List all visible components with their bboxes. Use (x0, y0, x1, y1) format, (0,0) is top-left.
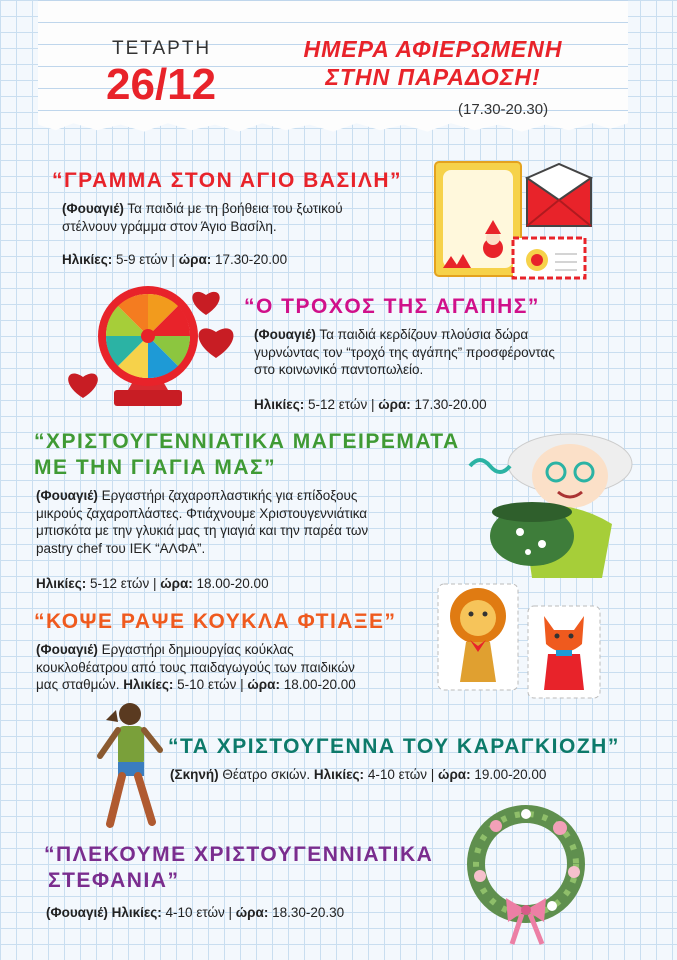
event-day: ΤΕΤΑΡΤΗ (112, 38, 212, 59)
venue: (Σκηνή) (170, 767, 219, 782)
heart-icon (196, 322, 236, 360)
desc-text: pastry chef του ΙΕΚ “ΑΛΦΑ”. (36, 540, 206, 556)
event-date: 26/12 (106, 60, 217, 109)
event-title-karagiozis: “ΤΑ ΧΡΙΣΤΟΥΓΕΝΝΑ ΤΟΥ ΚΑΡΑΓΚΙΟΖΗ” (168, 735, 620, 758)
time-label: ώρα: (160, 576, 193, 591)
venue: (Φουαγιέ) (46, 905, 108, 920)
ages-value: 5-12 ετών | (86, 576, 161, 591)
ages-label: Ηλικίες: (36, 576, 87, 591)
event-title-letter-to-santa: “ΓΡΑΜΜΑ ΣΤΟΝ ΑΓΙΟ ΒΑΣΙΛΗ” (52, 169, 403, 192)
tagline-line-1: ΗΜΕΡΑ ΑΦΙΕΡΩΜΕΝΗ (303, 36, 563, 62)
time-label: ώρα: (178, 252, 212, 267)
grandma-cooking-icon (462, 428, 642, 588)
venue: (Φουαγιέ) (36, 488, 98, 503)
desc-text: στέλνουν γράμμα στον Άγιο Βασίλη. (62, 218, 277, 234)
title-line: ΜΕ ΤΗΝ ΓΙΑΓΙΑ ΜΑΣ” (34, 456, 277, 480)
ages-label: Ηλικίες: (254, 397, 305, 412)
desc-text: μικρούς ζαχαροπλάστες. Φτιάχνουμε Χριστουγεννιάτικα (36, 505, 368, 521)
ages-label: Ηλικίες: (107, 905, 162, 920)
ages-value: 5-12 ετών | (304, 397, 379, 412)
event-meta-letter-to-santa (62, 252, 287, 267)
event-desc-wheel-of-love (254, 326, 664, 379)
event-title-puppet-making: “ΚΟΨΕ ΡΑΨΕ ΚΟΥΚΛΑ ΦΤΙΑΞΕ” (34, 610, 397, 633)
desc-text: μπισκότα με την γλυκιά μας τη γιαγιά και την παρέα των (36, 523, 369, 539)
venue: (Φουαγιέ) (62, 201, 124, 216)
postcard-icon (511, 236, 587, 280)
event-meta-christmas-wreaths (46, 905, 344, 920)
time-label: ώρα: (378, 397, 411, 412)
fox-puppet-icon (526, 604, 602, 700)
event-title-wheel-of-love: “Ο ΤΡΟΧΟΣ ΤΗΣ ΑΓΑΠΗΣ” (244, 295, 540, 318)
title-line: “ΧΡΙΣΤΟΥΓΕΝΝΙΑΤΙΚΑ ΜΑΓΕΙΡΕΜΑΤΑ (34, 430, 460, 453)
time-value: 17.30-20.00 (410, 397, 487, 412)
ages-value: 4-10 ετών | (364, 767, 439, 782)
desc-text: γυρνώντας τον “τροχό της αγάπης” προσφέροντας (254, 344, 555, 360)
event-desc-cooking-with-grandma (36, 487, 476, 557)
venue: (Φουαγιέ) (254, 327, 316, 342)
time-value: 17.30-20.00 (211, 252, 288, 267)
ages-value: 5-9 ετών | (112, 252, 179, 267)
desc-text: μας σταθμών. (36, 677, 124, 693)
envelope-icon (523, 160, 595, 230)
karagiozis-puppet-icon (94, 700, 166, 830)
title-line: ΣΤΕΦΑΝΙΑ” (48, 869, 180, 893)
desc-text: Θέατρο σκιών. (218, 767, 314, 782)
lion-puppet-icon (436, 582, 520, 692)
event-title-christmas-wreaths (44, 842, 433, 895)
ages-label: Ηλικίες: (123, 677, 174, 693)
header-tagline (268, 36, 598, 91)
event-meta-wheel-of-love (254, 397, 487, 412)
heart-icon (190, 287, 222, 317)
christmas-wreath-icon (456, 798, 596, 948)
desc-text: Εργαστήρι ζαχαροπλαστικής για επίδοξους (97, 488, 358, 503)
ages-value: 5-10 ετών | (173, 677, 248, 693)
event-hours: (17.30-20.30) (458, 101, 549, 118)
desc-text: Εργαστήρι δημιουργίας κούκλας (97, 642, 294, 657)
title-line: “ΠΛΕΚΟΥΜΕ ΧΡΙΣΤΟΥΓΕΝΝΙΑΤΙΚΑ (44, 843, 434, 866)
time-label: ώρα: (247, 677, 280, 693)
desc-text: κουκλοθέατρου από τους παιδαγωγούς των παιδικών (36, 659, 355, 675)
time-value: 19.00-20.00 (470, 767, 547, 782)
desc-text: Τα παιδιά με τη βοήθεια του ξωτικού (123, 201, 343, 216)
time-value: 18.00-20.00 (279, 677, 356, 693)
ages-value: 4-10 ετών | (161, 905, 236, 920)
ages-label: Ηλικίες: (62, 252, 113, 267)
event-desc-letter-to-santa (62, 200, 432, 235)
heart-icon (66, 368, 100, 400)
event-desc-puppet-making (36, 641, 476, 694)
event-desc-karagiozis (170, 766, 650, 784)
venue: (Φουαγιέ) (36, 642, 98, 657)
event-meta-cooking-with-grandma (36, 576, 269, 591)
time-value: 18.00-20.00 (192, 576, 269, 591)
desc-text: στο κοινωνικό παντοπωλείο. (254, 362, 424, 378)
desc-text: Τα παιδιά κερδίζουν πλούσια δώρα (315, 327, 529, 342)
time-label: ώρα: (438, 767, 471, 782)
event-title-cooking-with-grandma (34, 429, 460, 482)
time-label: ώρα: (235, 905, 269, 920)
tagline-line-2: ΣΤΗΝ ΠΑΡΑΔΟΣΗ! (325, 63, 541, 90)
ages-label: Ηλικίες: (313, 767, 365, 782)
time-value: 18.30-20.30 (268, 905, 345, 920)
